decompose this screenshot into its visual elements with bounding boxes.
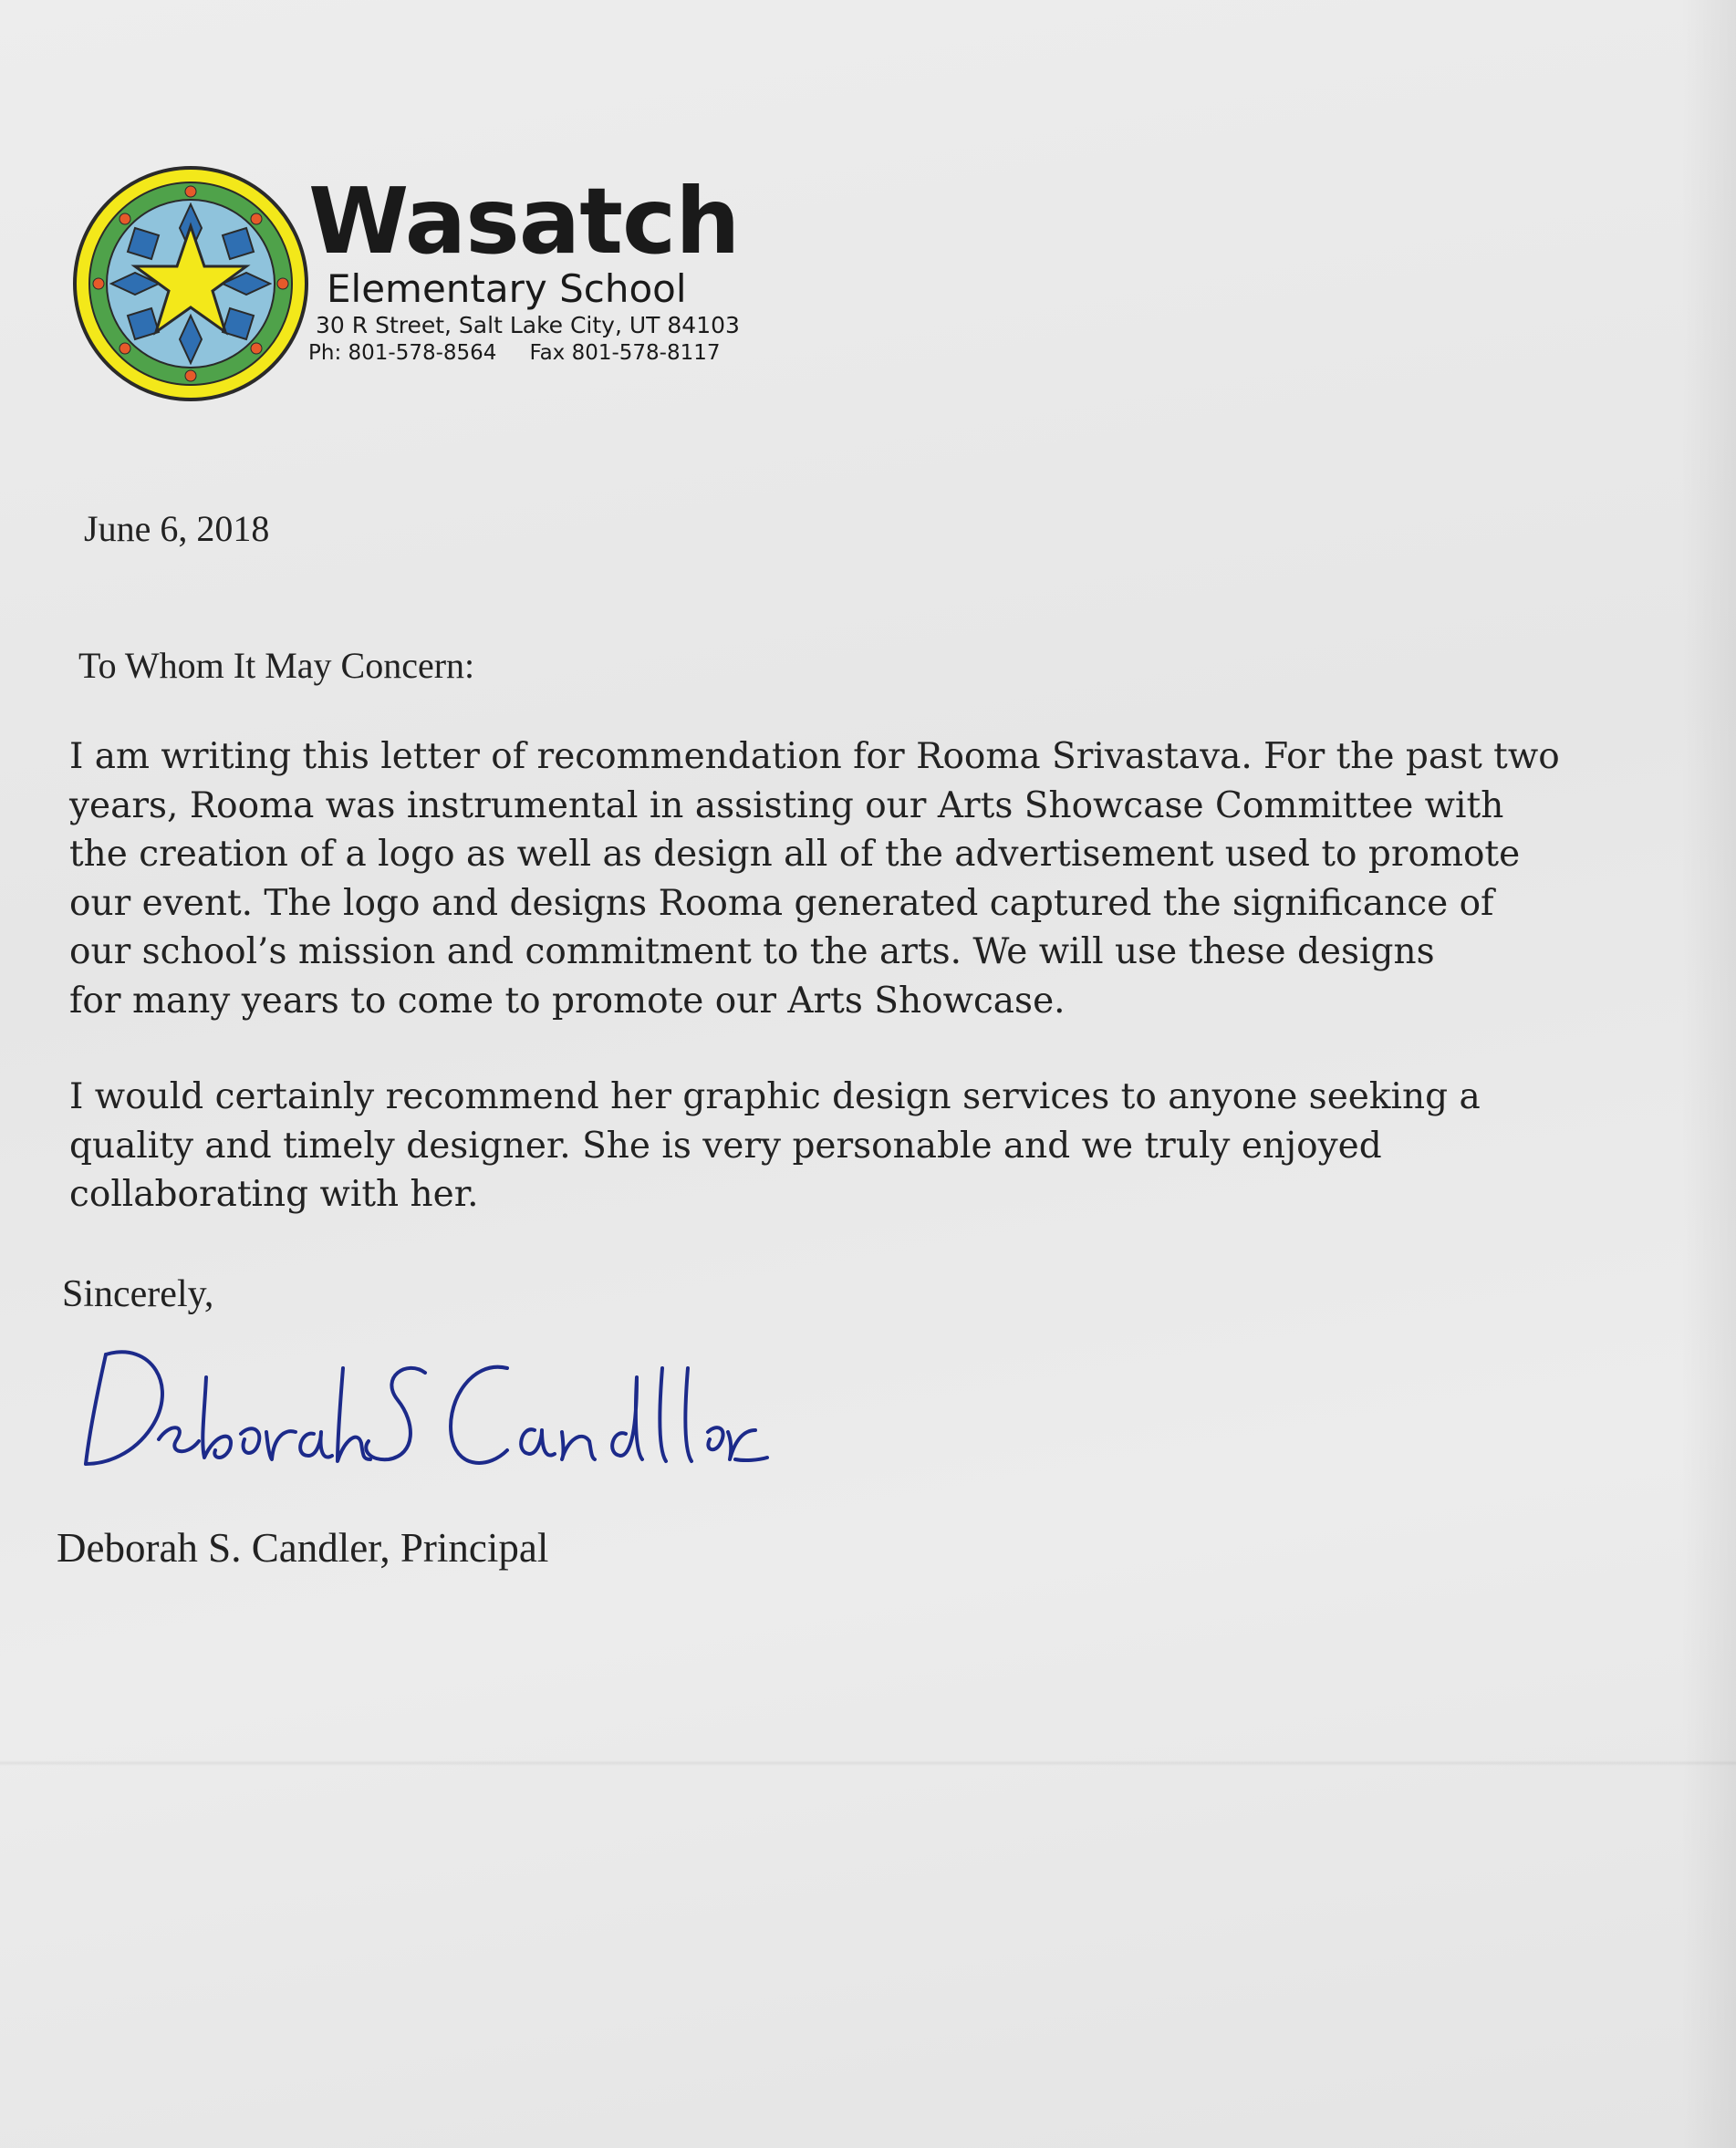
school-logo-icon xyxy=(71,164,310,403)
school-phone: Ph: 801-578-8564 xyxy=(308,341,497,365)
school-name: Wasatch xyxy=(308,168,740,275)
paragraph-line: I would certainly recommend her graphic design services to anyone seeking a xyxy=(69,1076,1481,1117)
paragraph-line: years, Rooma was instrumental in assisting our Arts Showcase Committee with xyxy=(69,784,1504,826)
closing: Sincerely, xyxy=(62,1273,214,1315)
paragraph-line: for many years to come to promote our Arts Showcase. xyxy=(69,980,1066,1022)
letter-date: June 6, 2018 xyxy=(84,508,270,549)
salutation: To Whom It May Concern: xyxy=(78,645,475,686)
paragraph-line: I am writing this letter of recommendation for Rooma Srivastava. For the past two xyxy=(69,736,1560,777)
paragraph-line: our school’s mission and commitment to the arts. We will use these designs xyxy=(69,931,1435,972)
paragraph-line: our event. The logo and designs Rooma generated captured the significance of xyxy=(69,882,1494,924)
school-address: 30 R Street, Salt Lake City, UT 84103 xyxy=(316,312,740,338)
signature-icon xyxy=(78,1323,772,1487)
paper-fold xyxy=(0,1760,1736,1766)
paragraph-line: collaborating with her. xyxy=(69,1174,479,1215)
paragraph-line: the creation of a logo as well as design all of the advertisement used to promote xyxy=(69,834,1521,875)
paper-shadow xyxy=(1681,0,1736,2148)
paragraph-line: quality and timely designer. She is very personable and we truly enjoyed xyxy=(69,1125,1382,1167)
school-subtitle: Elementary School xyxy=(327,266,687,311)
school-fax: Fax 801-578-8117 xyxy=(529,341,721,365)
school-contact xyxy=(308,339,721,367)
signer-name: Deborah S. Candler, Principal xyxy=(57,1525,549,1571)
body-paragraph-1 xyxy=(69,732,1560,1025)
body-paragraph-2 xyxy=(69,1073,1481,1219)
